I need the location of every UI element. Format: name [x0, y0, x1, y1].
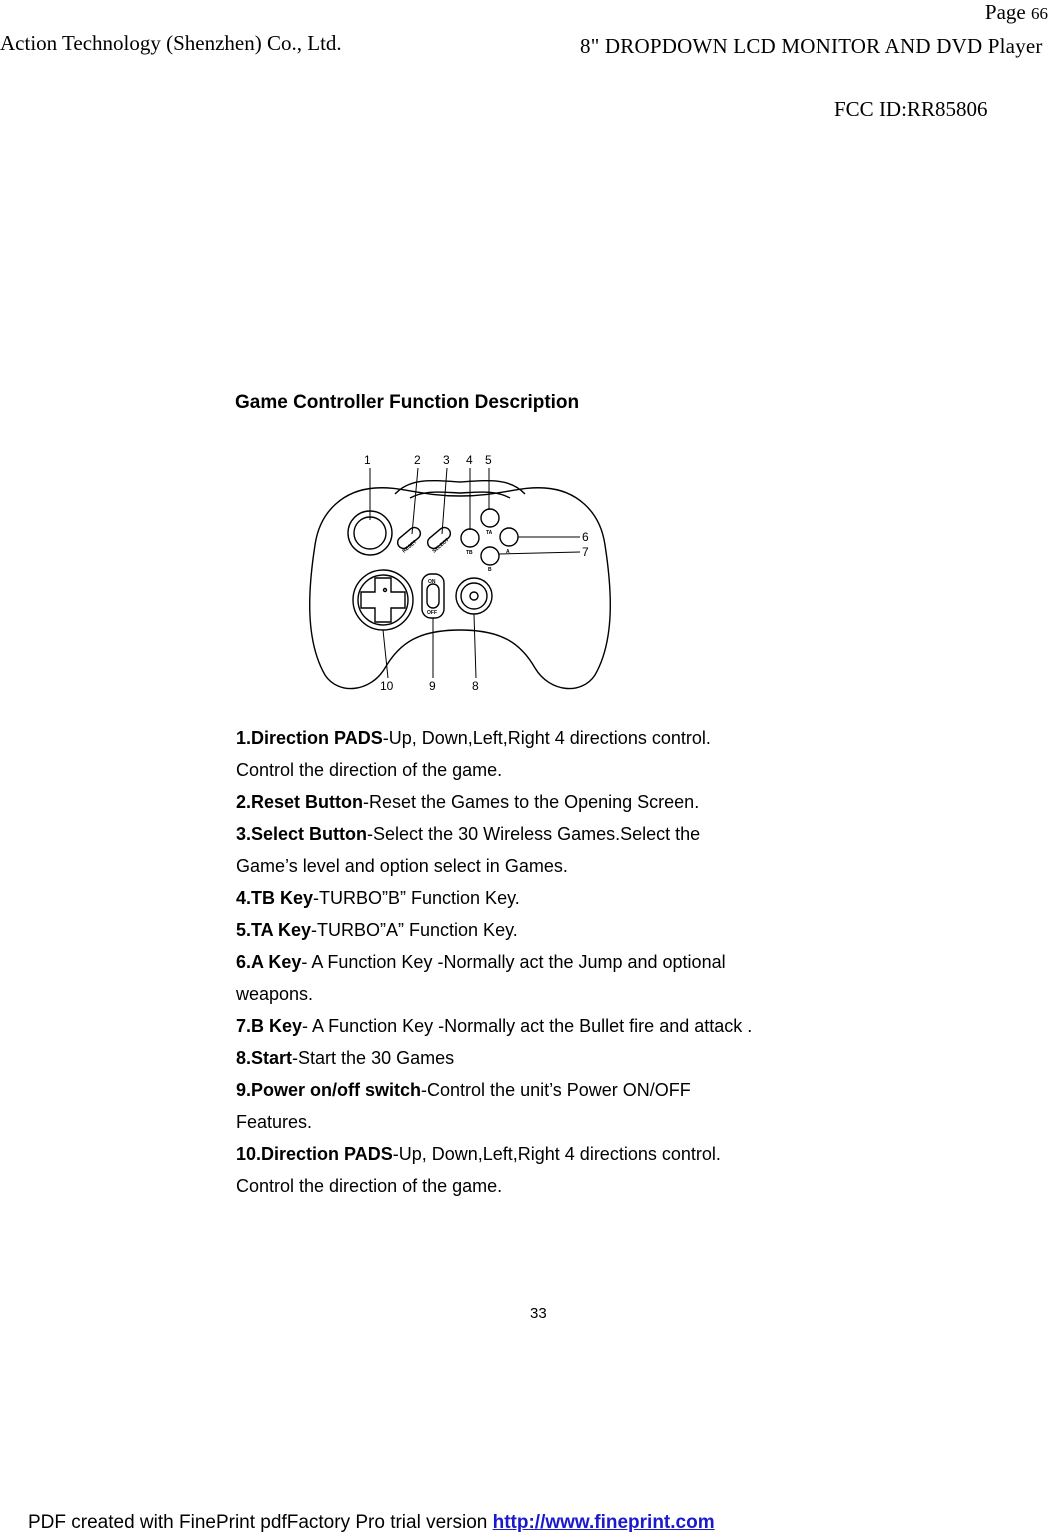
game-controller-diagram [300, 450, 620, 695]
list-item: 2.Reset Button-Reset the Games to the Opening Screen. [236, 792, 700, 812]
document-title: Game Controller Function Description [235, 392, 580, 413]
list-item: Features. [236, 1112, 313, 1132]
callout-3: 3 [443, 453, 450, 467]
fcc-id: FCC ID:RR85806 [834, 97, 988, 121]
list-item: 7.B Key- A Function Key -Normally act the Bullet fire and attack . [236, 1016, 753, 1036]
company-name: Action Technology (Shenzhen) Co., Ltd. [0, 31, 342, 55]
select-label: SELECT [431, 537, 451, 555]
callout-5: 5 [485, 453, 492, 467]
list-item: Control the direction of the game. [236, 760, 503, 780]
callout-8: 8 [472, 679, 479, 693]
list-item: 6.A Key- A Function Key -Normally act the Jump and optional [236, 952, 726, 972]
list-item: 8.Start-Start the 30 Games [236, 1048, 455, 1068]
list-item: 4.TB Key-TURBO”B” Function Key. [236, 888, 520, 908]
callout-4: 4 [466, 453, 473, 467]
off-label: OFF [427, 610, 437, 616]
footer-text: PDF created with FinePrint pdfFactory Pro trial version [28, 1512, 493, 1533]
reset-label: RESET [401, 539, 419, 555]
pdf-footer [28, 1512, 715, 1534]
a-label: A [506, 549, 510, 555]
callout-2: 2 [414, 453, 421, 467]
fineprint-link[interactable]: http://www.fineprint.com [492, 1512, 715, 1533]
a-button [500, 528, 518, 546]
b-button [481, 547, 499, 565]
page-number: Page 66 [984, 0, 1048, 24]
product-title: 8" DROPDOWN LCD MONITOR AND DVD Player [580, 34, 1043, 58]
ta-button [481, 509, 499, 527]
list-item: Control the direction of the game. [236, 1176, 503, 1196]
direction-pad [361, 578, 405, 622]
tb-label: TB [466, 550, 473, 556]
callout-6: 6 [582, 530, 589, 544]
list-item: 9.Power on/off switch-Control the unit’s Power ON/OFF [236, 1080, 691, 1100]
ta-label: TA [486, 530, 493, 536]
direction-pad-ring [353, 570, 413, 630]
on-label: ON [428, 579, 436, 585]
list-item: Game’s level and option select in Games. [236, 856, 568, 876]
callout-10: 10 [380, 679, 394, 693]
tb-button [461, 529, 479, 547]
callout-7: 7 [582, 545, 589, 559]
list-item: 3.Select Button-Select the 30 Wireless Games.Select the [236, 824, 701, 844]
list-item: 5.TA Key-TURBO”A” Function Key. [236, 920, 518, 940]
function-description-list [236, 722, 876, 1202]
b-label: B [488, 567, 492, 573]
list-item: weapons. [236, 984, 314, 1004]
inner-page-number: 33 [530, 1305, 547, 1322]
list-item: 10.Direction PADS-Up, Down,Left,Right 4 directions control. [236, 1144, 721, 1164]
callout-1: 1 [364, 453, 371, 467]
list-item: 1.Direction PADS-Up, Down,Left,Right 4 directions control. [236, 728, 711, 748]
callout-9: 9 [429, 679, 436, 693]
